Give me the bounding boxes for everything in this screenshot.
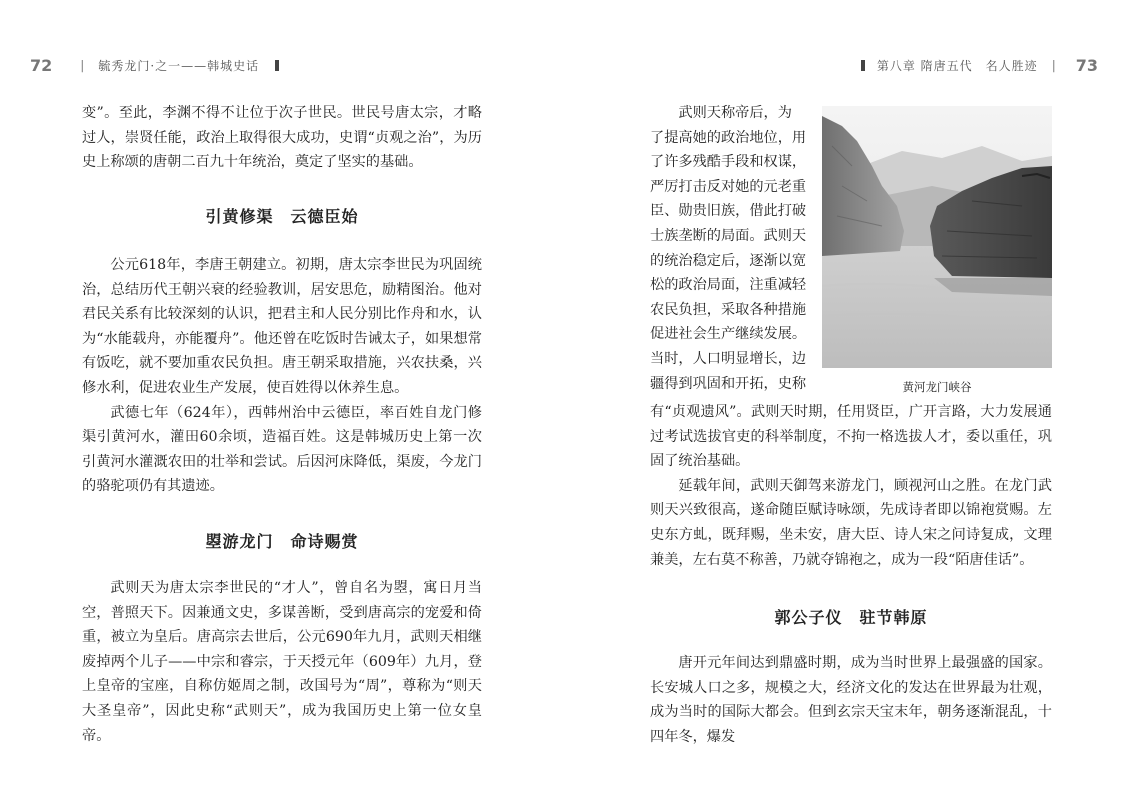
wrap-line: 的统治稳定后，逐渐以宽 <box>650 252 807 269</box>
wrap-line: 武则天称帝后，为 <box>678 105 792 121</box>
wrap-line: 当时，人口明显增长，边 <box>650 350 807 367</box>
section-heading-3: 郭公子仪 驻节韩原 <box>774 608 928 627</box>
section1-body <box>82 253 482 499</box>
section3-paragraph: 唐开元年间达到鼎盛时期，成为当时世界上最强盛的国家。长安城人口之多，规模之大，经济文化的发达在世界最为壮观，成为当时的国际大都会。但到玄宗天宝末年，朝务逐渐混乱，十四年冬，爆发 <box>650 655 1052 745</box>
wrap-line: 了许多残酷手段和权谋， <box>650 154 807 171</box>
wrap-line: 促进社会生产继续发展。 <box>650 326 807 343</box>
section3-body <box>650 651 1052 749</box>
gorge-photo-image <box>822 106 1052 368</box>
intro-paragraph: 变”。至此，李渊不得不让位于次子世民。世民号唐太宗，才略过人，崇贤任能，政治上取得很大成功，史谓“贞观之治”，为历史上称颂的唐朝二百九十年统治，奠定了坚实的基础。 <box>82 105 482 171</box>
wrap-line: 松的政治局面，注重减轻 <box>650 277 807 294</box>
yellow-river-gorge-photo <box>822 106 1052 368</box>
section-heading-1: 引黄修渠 云德臣始 <box>205 207 359 226</box>
yanzai-paragraph: 延载年间，武则天御驾来游龙门，顾视河山之胜。在龙门武则天兴致很高，遂命随臣赋诗咏颂，先成诗者即以锦袍赏赐。左史东方虬，既拜赐，坐未安，唐大臣、诗人宋之问诗复成，文理兼美，左右莫不称善，乃就夺锦袍之，成为一段“陌唐佳话”。 <box>650 477 1052 568</box>
wrap-line: 士族垄断的局面。武则天 <box>650 227 807 244</box>
header-separator: | <box>80 58 85 72</box>
left-intro-text <box>82 101 482 175</box>
wrap-line: 疆得到巩固和开拓，史称 <box>650 375 807 392</box>
right-header-title: 第八章 隋唐五代 名人胜迹 <box>876 58 1038 73</box>
left-header-title: 毓秀龙门·之一——韩城史话 <box>98 58 260 73</box>
wrap-line: 了提高她的政治地位，用 <box>650 129 807 146</box>
right-continuation-text <box>650 400 1052 572</box>
left-running-header <box>30 52 279 78</box>
wrap-text-block <box>650 101 816 396</box>
section1-paragraph-2: 武德七年（624年），西韩州治中云德臣，率百姓自龙门修渠引黄河水，灌田60余顷，造福百姓。这是韩城历史上第一次引黄河水灌溉农田的壮举和尝试。后因河床降低，渠废，今龙门的骆驼项仍有其遗迹。 <box>82 404 482 495</box>
photo-caption: 黄河龙门峡谷 <box>902 380 972 394</box>
header-bar-mark <box>861 60 865 71</box>
wrap-continuation-paragraph: 有“贞观遗风”。武则天时期，任用贤臣，广开言路，大力发展通过考试选拔官吏的科举制度，不拘一格选拔人才，委以重任，巩固了统治基础。 <box>650 404 1052 470</box>
right-page <box>566 0 1132 799</box>
wrap-line: 农民负担，采取各种措施 <box>650 301 807 318</box>
section-heading-2: 曌游龙门 命诗赐赏 <box>205 532 359 551</box>
section1-paragraph-1: 公元618年，李唐王朝建立。初期，唐太宗李世民为巩固统治，总结历代王朝兴衰的经验教训，居安思危，励精图治。他对君民关系有比较深刻的认识，把君主和人民分别比作舟和水，认为“水能载舟，亦能覆舟”。他还曾在吃饭时告诫太子，如果想常有饭吃，就不要加重农民负担。唐王朝采取措施，兴农扶桑，兴修水利，促进农业生产发展，使百姓得以休养生息。 <box>82 257 482 396</box>
section2-body <box>82 576 482 748</box>
header-separator: | <box>1051 58 1056 72</box>
right-running-header <box>861 52 1098 78</box>
header-bar-mark <box>275 60 279 71</box>
left-page-number: 72 <box>30 55 53 75</box>
section2-paragraph: 武则天为唐太宗李世民的“才人”，曾自名为曌，寓日月当空，普照天下。因兼通文史，多谋善断，受到唐高宗的宠爱和倚重，被立为皇后。唐高宗去世后，公元690年九月，武则天相继废掉两个儿子——中宗和睿宗，于天授元年（609年）九月，登上皇帝的宝座，自称仿姬周之制，改国号为“周”，尊称为“则天大圣皇帝”，因此史称“武则天”，成为我国历史上第一位女皇帝。 <box>82 580 482 744</box>
wrap-line: 严厉打击反对她的元老重 <box>650 178 807 195</box>
wrap-line: 臣、勋贵旧族，借此打破 <box>650 203 807 220</box>
right-page-number: 73 <box>1075 55 1098 75</box>
